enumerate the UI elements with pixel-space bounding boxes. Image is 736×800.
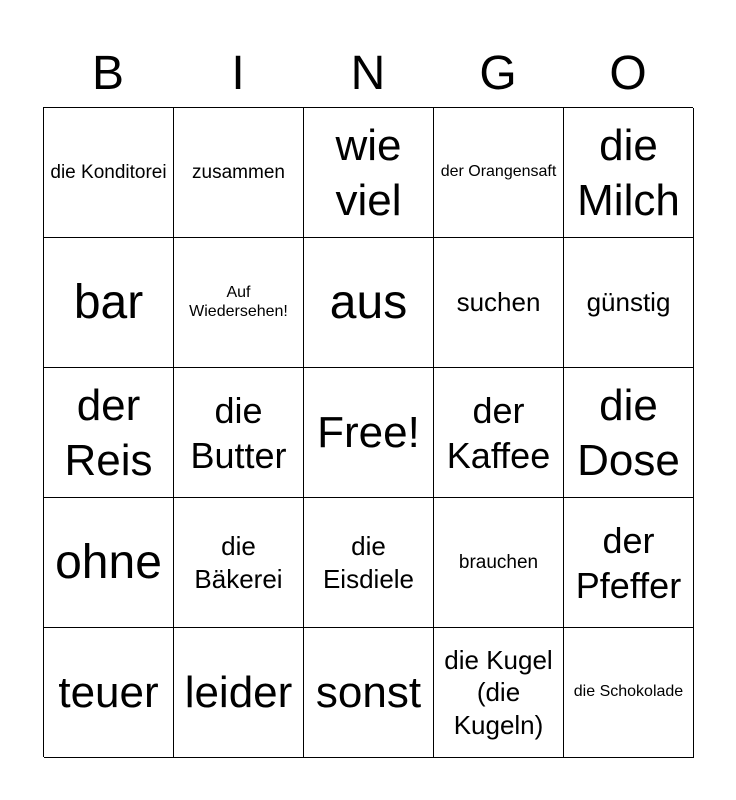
bingo-header <box>43 40 693 108</box>
cell-text: brauchen <box>458 551 539 573</box>
bingo-cell[interactable] <box>304 108 434 238</box>
bingo-cell[interactable] <box>174 368 304 498</box>
bingo-cell[interactable] <box>564 368 694 498</box>
cell-text: bar <box>73 275 144 329</box>
cell-text: leider <box>184 668 293 717</box>
bingo-cell[interactable] <box>304 628 434 758</box>
cell-text: zusammen <box>192 161 285 183</box>
cell-text: die Butter <box>190 389 287 476</box>
cell-text: günstig <box>586 287 671 318</box>
cell-text: Auf Wiedersehen! <box>189 284 288 320</box>
bingo-cell[interactable] <box>174 108 304 238</box>
cell-text: ohne <box>55 535 162 589</box>
free-space-text: Free! <box>317 408 420 457</box>
bingo-cell[interactable] <box>44 108 174 238</box>
header-letter-i: I <box>231 47 245 100</box>
cell-text: teuer <box>58 668 159 717</box>
bingo-cell[interactable] <box>564 238 694 368</box>
cell-text: aus <box>329 275 408 329</box>
bingo-cell[interactable] <box>564 498 694 628</box>
bingo-cell[interactable] <box>44 238 174 368</box>
bingo-cell[interactable] <box>44 368 174 498</box>
bingo-cell[interactable] <box>434 498 564 628</box>
bingo-cell[interactable] <box>174 498 304 628</box>
cell-text: wie viel <box>335 120 402 225</box>
cell-text: die Dose <box>577 380 680 485</box>
bingo-cell[interactable] <box>434 238 564 368</box>
cell-text: der Orangensaft <box>440 163 557 181</box>
cell-text: die Milch <box>577 120 680 225</box>
bingo-cell[interactable] <box>304 498 434 628</box>
cell-text: sonst <box>315 668 422 717</box>
cell-text: suchen <box>456 287 541 318</box>
cell-text: die Schokolade <box>573 683 684 701</box>
bingo-cell[interactable] <box>434 108 564 238</box>
cell-text: der Pfeffer <box>575 519 682 606</box>
cell-text: der Kaffee <box>446 389 551 476</box>
header-letter-n: N <box>350 47 386 100</box>
bingo-cell[interactable] <box>434 628 564 758</box>
bingo-cell[interactable] <box>304 238 434 368</box>
cell-text: der Reis <box>64 380 153 485</box>
bingo-cell[interactable] <box>564 108 694 238</box>
bingo-cell[interactable] <box>44 628 174 758</box>
cell-text: die Bäkerei <box>194 531 283 594</box>
header-letter-b: B <box>91 47 124 100</box>
bingo-cell[interactable] <box>174 628 304 758</box>
bingo-cell[interactable] <box>434 368 564 498</box>
cell-text: die Konditorei <box>50 161 167 183</box>
bingo-cell[interactable] <box>564 628 694 758</box>
cell-text: die Kugel (die Kugeln) <box>444 644 553 740</box>
free-space-cell[interactable] <box>304 368 434 498</box>
cell-text: die Eisdiele <box>322 531 415 594</box>
bingo-cell[interactable] <box>44 498 174 628</box>
header-letter-o: O <box>609 47 647 100</box>
bingo-cell[interactable] <box>174 238 304 368</box>
bingo-card <box>43 107 693 757</box>
header-letter-g: G <box>479 47 517 100</box>
